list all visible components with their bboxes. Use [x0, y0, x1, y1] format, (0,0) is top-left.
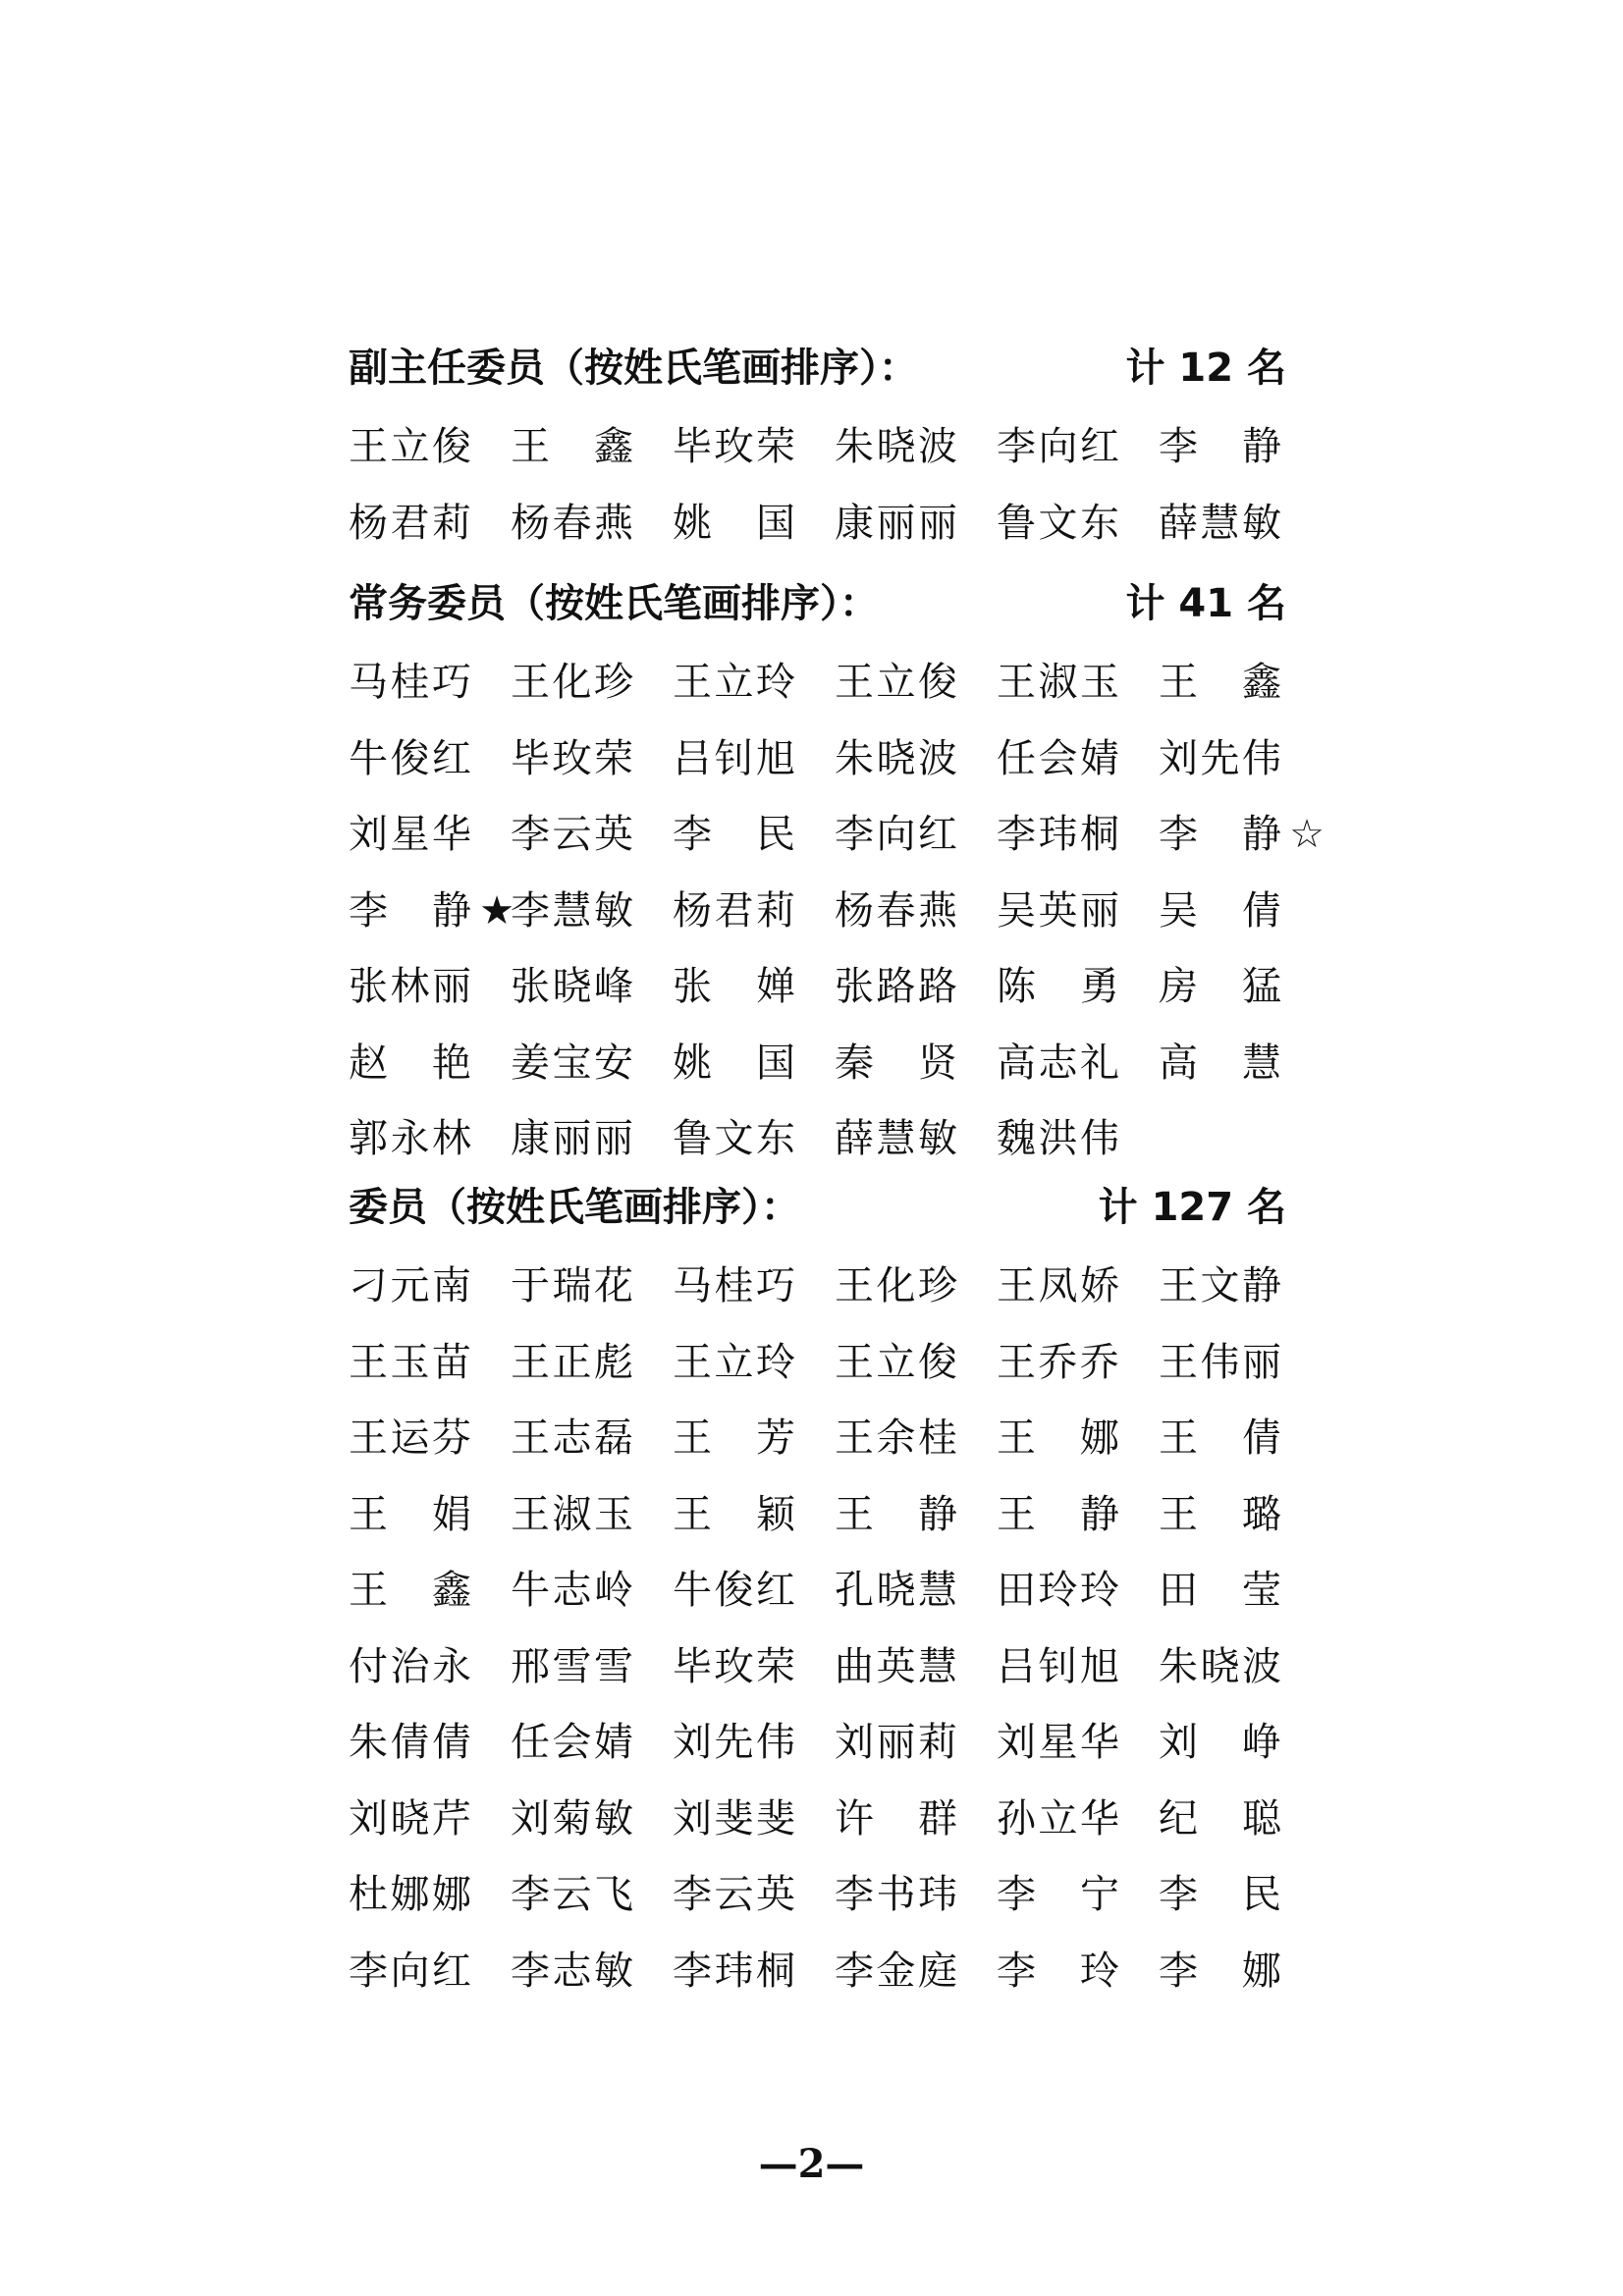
member-name: 曲 英 慧 [835, 1643, 957, 1689]
name-row [349, 1942, 1286, 2001]
name-row [349, 1485, 1286, 1544]
member-name: 于 瑞 花 [511, 1263, 633, 1308]
member-name: 田 玲 玲 [997, 1568, 1119, 1613]
section-title: 副主任委员（按姓氏笔画排序）： [349, 346, 918, 391]
member-name: 王 文 静 [1159, 1263, 1281, 1308]
member-name: 王 静 [835, 1491, 957, 1537]
member-name: 杜 娜 娜 [349, 1872, 471, 1917]
member-name: 房 猛 [1159, 964, 1281, 1009]
member-name: 王 娟 [349, 1491, 471, 1537]
member-name: 朱 晓 波 [835, 424, 957, 469]
member-name: 秦 贤 [835, 1040, 957, 1086]
member-name: 王 璐 [1159, 1491, 1281, 1537]
member-name: 刘 峥 [1159, 1720, 1281, 1765]
member-name: 王 颖 [673, 1491, 795, 1537]
member-name: 李 向 红 [835, 812, 957, 857]
name-row [349, 1109, 1286, 1168]
name-row [349, 1333, 1286, 1392]
member-name: 吴 英 丽 [997, 887, 1119, 934]
member-name: 赵 艳 [349, 1040, 471, 1086]
member-name: 王 乔 乔 [997, 1339, 1119, 1385]
member-name: 毕 玫 荣 [511, 735, 633, 781]
member-name: 李 宁 [997, 1872, 1119, 1917]
member-name: 王 静 [997, 1491, 1119, 1537]
member-name: 王 鑫 [1159, 660, 1281, 705]
member-name: 孙 立 华 [997, 1795, 1119, 1842]
name-row [349, 1865, 1286, 1924]
member-name: 朱 晓 波 [835, 735, 957, 781]
member-name: 李 向 红 [349, 1948, 471, 1994]
member-name: 刘 斐 斐 [673, 1795, 795, 1842]
section-title: 常务委员（按姓氏笔画排序）： [349, 581, 879, 626]
member-name: 王 淑 玉 [511, 1491, 633, 1537]
member-name: 王 余 桂 [835, 1415, 957, 1461]
member-name: 王 化 珍 [835, 1263, 957, 1308]
member-name: 王 淑 玉 [997, 660, 1119, 705]
member-name: 李 向 红 [997, 424, 1119, 469]
member-name: 王 倩 [1159, 1415, 1281, 1461]
member-name: 王 化 珍 [511, 660, 633, 705]
member-name: 鲁 文 东 [673, 1116, 795, 1161]
member-name: 李 书 玮 [835, 1872, 957, 1917]
member-name: 任 会 婧 [997, 735, 1119, 781]
member-name: 王 芳 [673, 1415, 795, 1461]
member-name: 王 正 彪 [511, 1339, 633, 1385]
name-row [349, 417, 1286, 476]
member-name: 刘 先 伟 [1159, 735, 1281, 781]
member-name: 姚 国 [673, 1040, 795, 1086]
member-name: 杨 君 莉 [349, 500, 471, 546]
member-name: 朱 倩 倩 [349, 1720, 471, 1765]
member-count: 计 41 名 [1125, 581, 1286, 626]
member-name: 李 民 [1159, 1872, 1281, 1917]
member-name: 王 鑫 [349, 1568, 471, 1613]
page-number: —2— [758, 2141, 865, 2187]
member-name: 朱 晓 波 [1159, 1643, 1281, 1689]
name-row [349, 1637, 1286, 1696]
section-title: 委员（按姓氏笔画排序）： [349, 1185, 800, 1230]
member-name: 王 立 玲 [673, 1339, 795, 1385]
member-count: 计 127 名 [1098, 1185, 1286, 1230]
member-name: 王 立 俊 [835, 1339, 957, 1385]
member-name: 李 金 庭 [835, 1948, 957, 1994]
member-name: 刘 星 华 [997, 1720, 1119, 1765]
member-name: 康 丽 丽 [511, 1116, 633, 1161]
member-name: 牛 俊 红 [349, 735, 471, 781]
member-name: 康 丽 丽 [835, 500, 957, 546]
member-name: 李 静 ☆ [1159, 805, 1281, 864]
member-name: 马 桂 巧 [673, 1263, 795, 1308]
member-name: 毕 玫 荣 [673, 1643, 795, 1689]
member-name: 高 志 礼 [997, 1040, 1119, 1086]
member-name: 姜 宝 安 [511, 1040, 633, 1086]
member-name: 王 娜 [997, 1415, 1119, 1461]
member-name: 李 云 英 [673, 1872, 795, 1917]
outline-star-icon: ☆ [1289, 812, 1325, 857]
member-name: 高 慧 [1159, 1040, 1281, 1086]
member-name: 付 治 永 [349, 1643, 471, 1689]
member-name: 魏 洪 伟 [997, 1116, 1119, 1161]
member-name: 刘 星 华 [349, 812, 471, 857]
member-name: 张 婵 [673, 964, 795, 1009]
filled-star-icon: ★ [479, 887, 514, 934]
member-name: 张 路 路 [835, 964, 957, 1009]
member-name: 李 玲 [997, 1948, 1119, 1994]
member-name: 田 莹 [1159, 1568, 1281, 1613]
section-heading [349, 339, 1286, 398]
member-name: 李 静 ★ [349, 881, 471, 940]
member-name: 李 娜 [1159, 1948, 1281, 1994]
name-row [349, 1256, 1286, 1315]
member-name: 王 志 磊 [511, 1415, 633, 1461]
member-name: 李 云 英 [511, 812, 633, 857]
member-name: 李 慧 敏 [511, 887, 633, 934]
member-name: 纪 聪 [1159, 1795, 1281, 1842]
member-name: 邢 雪 雪 [511, 1643, 633, 1689]
member-name: 王 凤 娇 [997, 1263, 1119, 1308]
member-name: 许 群 [835, 1795, 957, 1842]
member-name: 杨 春 燕 [511, 500, 633, 546]
name-row [349, 957, 1286, 1016]
member-name: 鲁 文 东 [997, 500, 1119, 546]
name-row [349, 1409, 1286, 1468]
member-name: 吴 倩 [1159, 887, 1281, 934]
member-name: 杨 春 燕 [835, 887, 957, 934]
member-name: 王 鑫 [511, 424, 633, 469]
member-name: 吕 钊 旭 [997, 1643, 1119, 1689]
member-name: 李 玮 桐 [997, 812, 1119, 857]
name-row [349, 653, 1286, 712]
member-name: 刁 元 南 [349, 1263, 471, 1308]
member-name: 李 云 飞 [511, 1872, 633, 1917]
member-name: 刘 晓 芹 [349, 1795, 471, 1842]
name-row [349, 1034, 1286, 1093]
member-name: 李 民 [673, 812, 795, 857]
member-name: 牛 志 岭 [511, 1568, 633, 1613]
member-name: 吕 钊 旭 [673, 735, 795, 781]
member-name: 孔 晓 慧 [835, 1568, 957, 1613]
name-row [349, 805, 1325, 864]
member-name: 牛 俊 红 [673, 1568, 795, 1613]
member-name: 薛 慧 敏 [835, 1116, 957, 1161]
member-name: 王 立 玲 [673, 660, 795, 705]
member-count: 计 12 名 [1125, 346, 1286, 391]
member-name: 姚 国 [673, 500, 795, 546]
section-heading [349, 574, 1286, 633]
section-heading [349, 1178, 1286, 1237]
member-name: 张 晓 峰 [511, 964, 633, 1009]
member-name: 陈 勇 [997, 964, 1119, 1009]
member-name: 杨 君 莉 [673, 887, 795, 934]
member-name: 任 会 婧 [511, 1720, 633, 1765]
member-name: 王 运 芬 [349, 1415, 471, 1461]
member-name: 李 玮 桐 [673, 1948, 795, 1994]
member-name: 王 玉 苗 [349, 1339, 471, 1385]
name-row [349, 494, 1286, 553]
name-row [349, 1561, 1286, 1620]
member-name: 王 伟 丽 [1159, 1339, 1281, 1385]
member-name: 马 桂 巧 [349, 660, 471, 705]
member-name: 王 立 俊 [349, 424, 471, 469]
member-name: 李 静 [1159, 424, 1281, 469]
name-row [349, 1713, 1286, 1772]
member-name: 薛 慧 敏 [1159, 500, 1281, 546]
name-row [349, 729, 1286, 788]
member-name: 刘 丽 莉 [835, 1720, 957, 1765]
member-name: 张 林 丽 [349, 964, 471, 1009]
member-name: 李 志 敏 [511, 1948, 633, 1994]
member-name: 刘 先 伟 [673, 1720, 795, 1765]
name-row [349, 1789, 1286, 1848]
member-name: 郭 永 林 [349, 1116, 471, 1161]
member-name: 王 立 俊 [835, 660, 957, 705]
member-name: 毕 玫 荣 [673, 424, 795, 469]
name-row [349, 881, 1286, 940]
member-name: 刘 菊 敏 [511, 1795, 633, 1842]
